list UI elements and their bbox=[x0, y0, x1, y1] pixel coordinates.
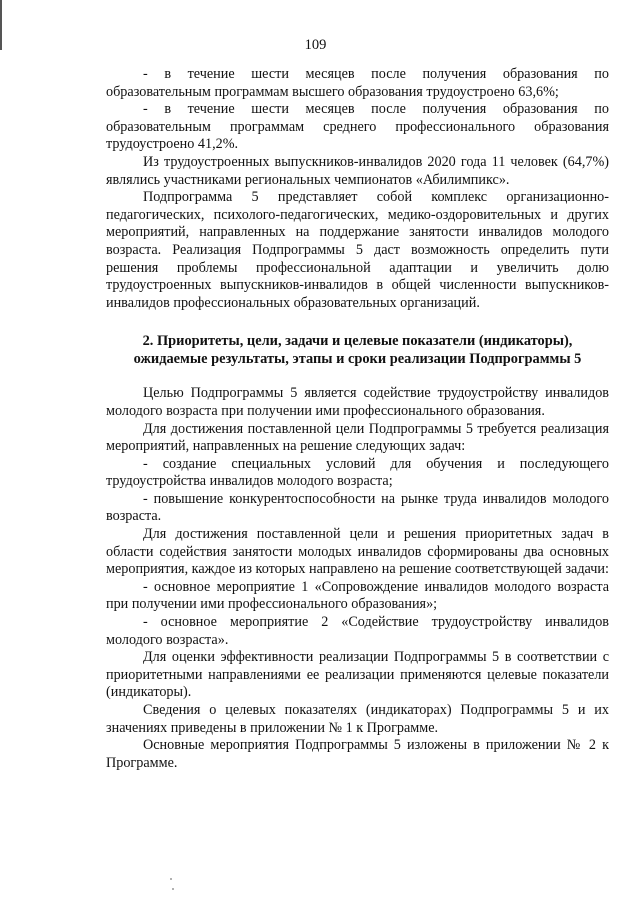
paragraph-indicators: Для оценки эффективности реализации Подпрограммы 5 в соответствии с приоритетными направлениями ее реализации применяются целевые показатели (индикаторы). bbox=[106, 649, 609, 701]
paragraph-abilympics-participants: Из трудоустроенных выпускников-инвалидов 2020 года 11 человек (64,7%) являлись участниками региональных чемпионатов «Абилимпикс». bbox=[106, 153, 609, 188]
paragraph-appendix-1: Сведения о целевых показателях (индикаторах) Подпрограммы 5 и их значениях приведены в приложении № 1 к Программе. bbox=[106, 702, 609, 736]
list-item-task-1: - создание специальных условий для обучения и последующего трудоустройства инвалидов молодого возраста; bbox=[106, 455, 609, 490]
paragraph-higher-education-employment: - в течение шести месяцев после получения образования по образовательным программам высшего образования трудоустроено 63,6%; bbox=[106, 66, 609, 100]
paragraph-goal: Целью Подпрограммы 5 является содействие трудоустройству инвалидов молодого возраста при получении ими профессионального образования. bbox=[106, 385, 609, 419]
paragraph-appendix-2: Основные мероприятия Подпрограммы 5 изложены в приложении № 2 к Программе. bbox=[106, 737, 609, 771]
section-heading-line-1: 2. Приоритеты, цели, задачи и целевые показатели (индикаторы), bbox=[142, 333, 573, 350]
paragraph-subprogram-description: Подпрограмма 5 представляет собой комплекс организационно-педагогических, психолого-педагогических, медико-оздоровительных и других мероприятий, направленных на поддержание занятости инвалидов молодого возраста. Реализация Подпрограммы 5 даст возможность определить пути решения проблемы профессиональной адаптации и увеличить долю трудоустроенных выпускников-инвалидов в общей численности выпускников-инвалидов профессиональных образовательных организаций. bbox=[106, 189, 609, 311]
page-number: 109 bbox=[304, 37, 327, 53]
scan-speck bbox=[170, 878, 172, 880]
document-body bbox=[106, 66, 609, 772]
scan-speck bbox=[172, 888, 174, 890]
list-item-measure-1: - основное мероприятие 1 «Сопровождение инвалидов молодого возраста при получении ими профессионального образования»; bbox=[106, 578, 609, 613]
paragraph-tasks-intro: Для достижения поставленной цели Подпрограммы 5 требуется реализация мероприятий, направленных на решение следующих задач: bbox=[106, 420, 609, 455]
list-item-task-2: - повышение конкурентоспособности на рынке труда инвалидов молодого возраста. bbox=[106, 490, 609, 525]
list-item-measure-2: - основное мероприятие 2 «Содействие трудоустройству инвалидов молодого возраста». bbox=[106, 614, 609, 648]
paragraph-secondary-education-employment: - в течение шести месяцев после получения образования по образовательным программам среднего профессионального образования трудоустроено 41,2%. bbox=[106, 101, 609, 153]
section-heading bbox=[106, 332, 609, 368]
section-heading-line-2: ожидаемые результаты, этапы и сроки реализации Подпрограммы 5 bbox=[133, 351, 582, 368]
paragraph-measures-intro: Для достижения поставленной цели и решения приоритетных задач в области содействия занятости молодых инвалидов сформированы два основных мероприятия, каждое из которых направлено на решение соответствующей задачи: bbox=[106, 526, 609, 578]
